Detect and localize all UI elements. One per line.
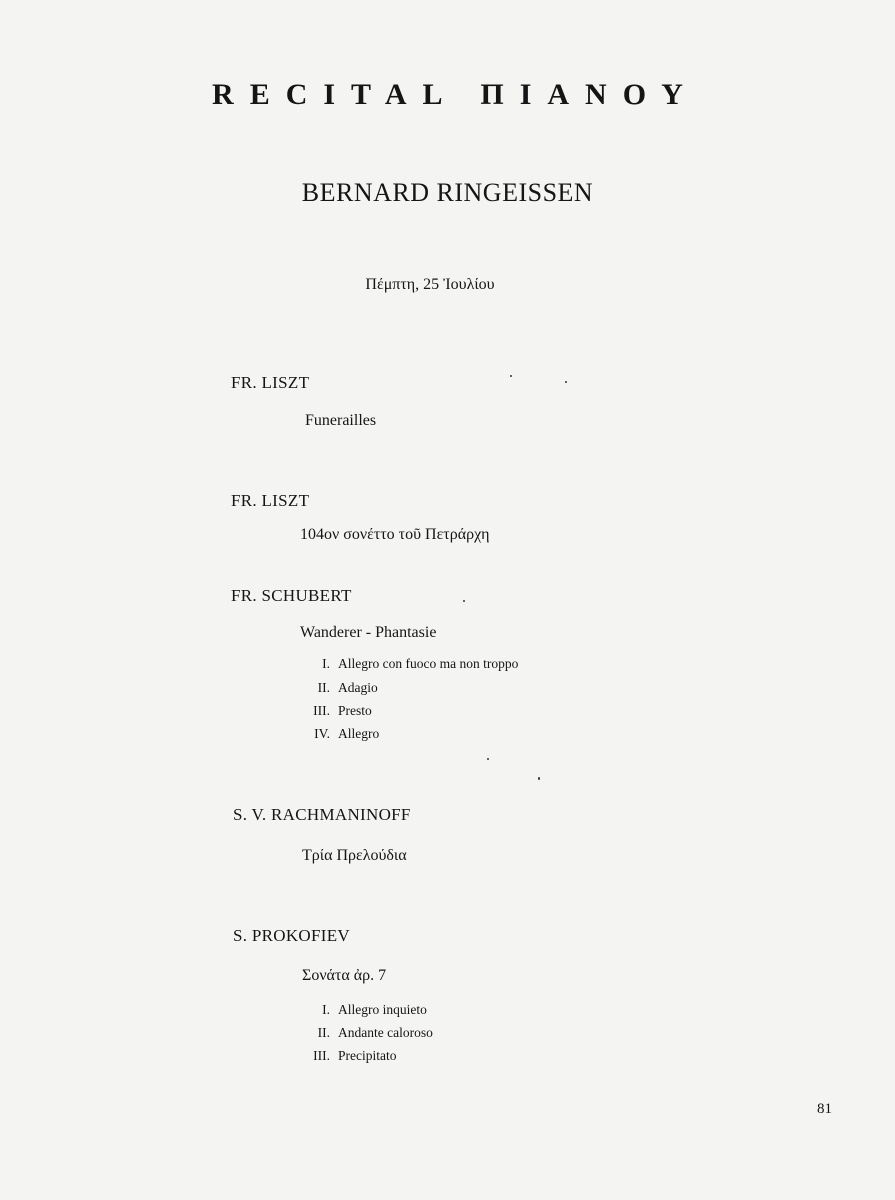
composer-prokofiev: S. PROKOFIEV	[233, 926, 350, 945]
concert-date: Πέμπτη, 25 Ἰουλίου	[365, 276, 495, 293]
movement-title: Precipitato	[338, 1048, 397, 1063]
work-wanderer: Wanderer - Phantasie	[300, 624, 437, 641]
movement-item	[302, 703, 372, 719]
movement-item	[302, 1002, 427, 1018]
composer-liszt-2: FR. LISZT	[231, 491, 310, 510]
movement-number: IV.	[314, 726, 330, 741]
movement-number: III.	[313, 1048, 330, 1063]
performer-name: BERNARD RINGEISSEN	[301, 178, 594, 207]
movement-title: Allegro con fuoco ma non troppo	[338, 656, 519, 671]
page-title: RECITAL ΠΙΑΝΟΥ	[212, 78, 699, 111]
movement-item	[302, 1025, 433, 1041]
movement-number: I.	[322, 1002, 330, 1017]
movement-number: II.	[317, 680, 330, 695]
movement-title: Adagio	[338, 680, 378, 695]
movement-item	[302, 1048, 396, 1064]
movement-title: Allegro	[338, 726, 380, 741]
work-preludes: Τρία Πρελούδια	[302, 847, 407, 864]
print-speck	[510, 375, 512, 377]
composer-liszt-1: FR. LISZT	[231, 373, 310, 392]
print-speck	[538, 777, 540, 780]
work-funerailles: Funerailles	[305, 412, 377, 429]
print-speck	[565, 381, 567, 383]
composer-schubert: FR. SCHUBERT	[231, 586, 352, 605]
page-number: 81	[817, 1101, 832, 1117]
print-speck	[463, 600, 465, 602]
movement-number: I.	[322, 656, 330, 671]
composer-rachmaninoff: S. V. RACHMANINOFF	[233, 805, 411, 824]
movement-item	[302, 656, 518, 672]
movement-title: Andante caloroso	[338, 1025, 433, 1040]
movement-number: II.	[317, 1025, 330, 1040]
movement-item	[302, 726, 379, 742]
movement-title: Presto	[338, 703, 372, 718]
print-speck	[487, 758, 489, 760]
work-sonata-7: Σονάτα ἀρ. 7	[302, 967, 387, 984]
movement-title: Allegro inquieto	[338, 1002, 427, 1017]
movement-number: III.	[313, 703, 330, 718]
movement-item	[302, 680, 378, 696]
work-sonetto: 104ον σονέττο τοῦ Πετράρχη	[300, 526, 490, 543]
